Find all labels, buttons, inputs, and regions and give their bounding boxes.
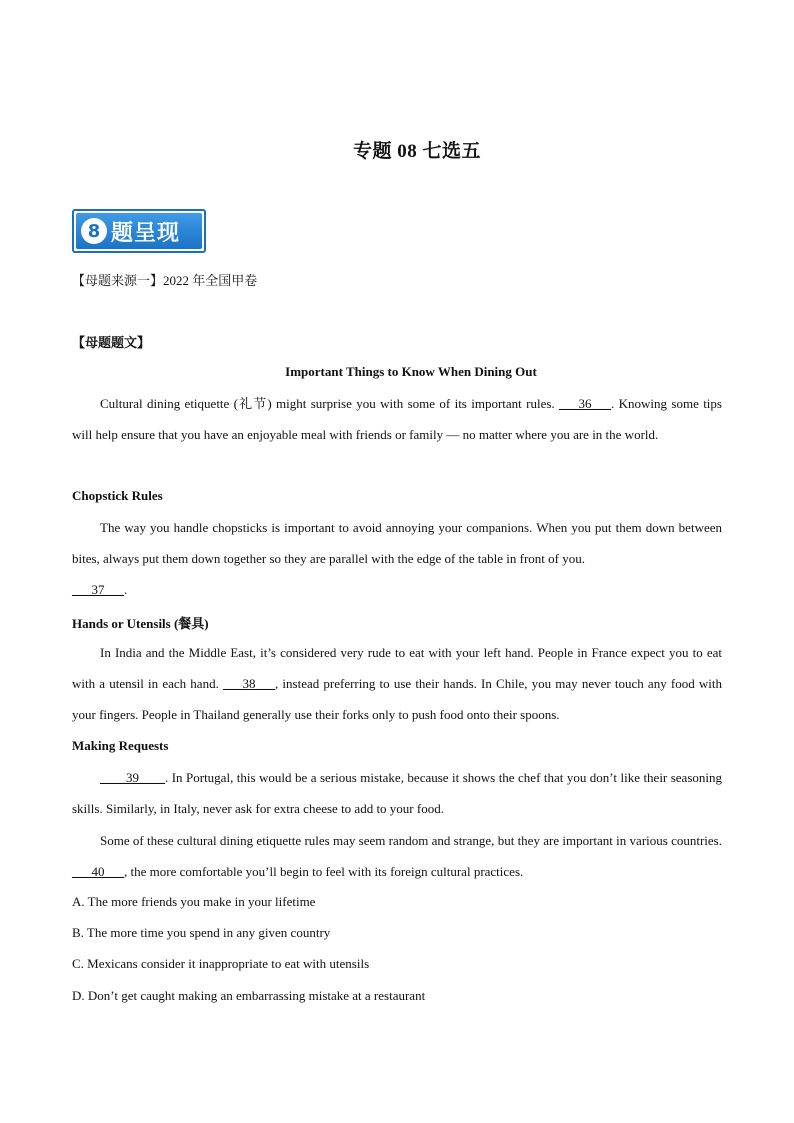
conclusion-text-a: Some of these cultural dining etiquette rules may seem random and strange, but they are important in various countries. [100,833,722,848]
utensils-text-a: In India and the Middle East, it’s considered very rude to eat with your left hand. People in France expect you to eat with a utensil in each hand. [72,645,722,691]
blank-37[interactable]: ___37___ [72,582,124,597]
source-line: 【母题来源一】2022 年全国甲卷 [72,273,258,288]
heading-making-requests: Making Requests [72,738,169,753]
heading-hands-utensils: Hands or Utensils (餐具) [72,616,209,631]
blank-39[interactable]: ____39____ [100,770,165,785]
option-b[interactable]: B. The more time you spend in any given country [72,925,331,940]
blank-37-period: . [124,582,128,597]
page-title: 专题 08 七选五 [352,141,481,162]
badge-inner [76,213,202,249]
blank-38[interactable]: ___38___ [223,676,275,691]
heading-chopstick-rules: Chopstick Rules [72,488,163,503]
section-label: 【母题题文】 [72,335,151,350]
conclusion-text-b: , the more comfortable you’ll begin to feel with its foreign cultural practices. [124,864,524,879]
utensils-text-b: , instead preferring to use their hands. In Chile, you may never touch any food with your fingers. People in Thailand generally use their forks only to push food onto their spoons. [72,676,722,722]
intro-paragraph [72,388,722,450]
number-badge-icon: 8 [81,218,107,244]
section-badge [72,209,206,253]
requests-text: . In Portugal, this would be a serious mistake, because it shows the chef that you don’t like their seasoning skills. Similarly, in Italy, never ask for extra cheese to add to your food. [72,770,722,816]
intro-text-a: Cultural dining etiquette (礼节) might surprise you with some of its important rules. [100,396,560,411]
option-d[interactable]: D. Don’t get caught making an embarrassing mistake at a restaurant [72,988,426,1003]
utensils-paragraph [72,637,722,730]
requests-paragraph [72,762,722,824]
option-c[interactable]: C. Mexicans consider it inappropriate to eat with utensils [72,956,370,971]
blank-37-line [72,582,127,598]
conclusion-paragraph [72,825,722,887]
intro-text-b: . Knowing some tips will help ensure that you have an enjoyable meal with friends or family — no matter where you are in the world. [72,396,722,442]
option-a[interactable]: A. The more friends you make in your lifetime [72,894,316,909]
badge-text: 题呈现 [111,220,181,246]
blank-40[interactable]: ___40___ [72,864,124,879]
chopstick-text: The way you handle chopsticks is important to avoid annoying your companions. When you put them down between bites, always put them down together so they are parallel with the edge of the table in front of you. [72,520,722,566]
article-title: Important Things to Know When Dining Out [285,364,537,379]
blank-36[interactable]: ___36___ [559,396,612,411]
chopstick-paragraph [72,512,722,574]
